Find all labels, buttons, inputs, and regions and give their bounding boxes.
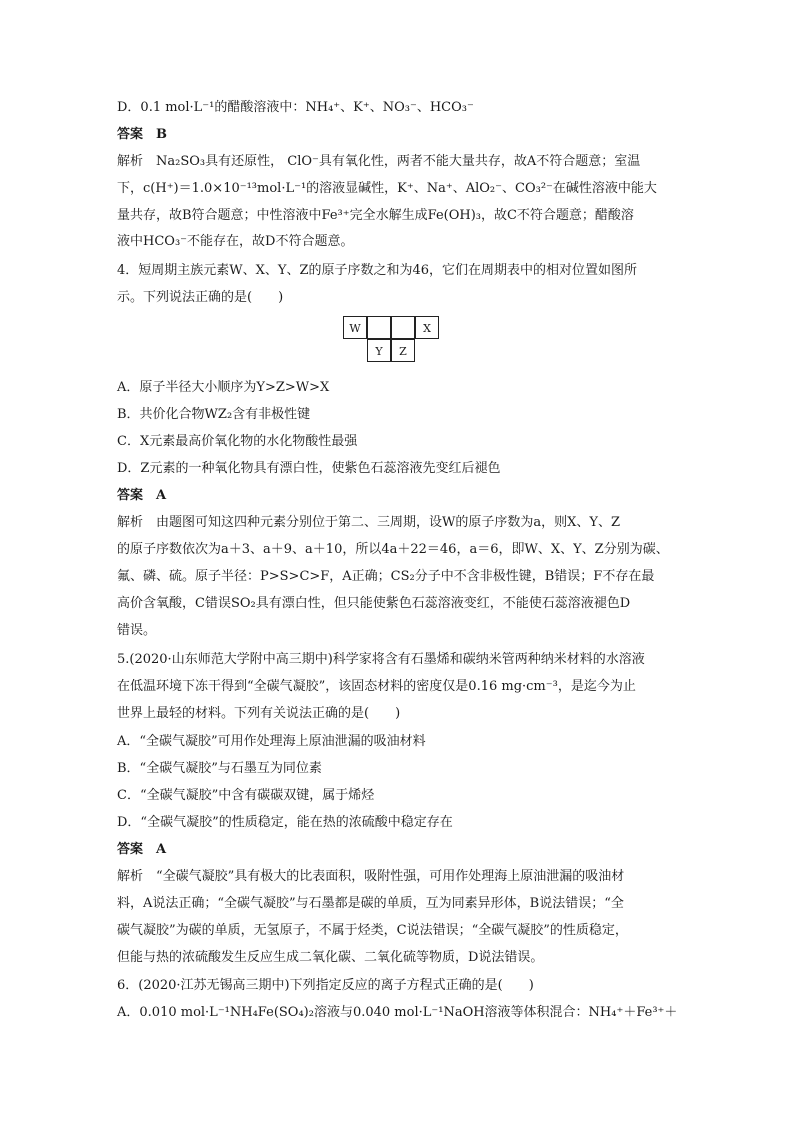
option-a-q4: A．原子半径大小顺序为Y>Z>W>X (117, 380, 330, 395)
option-d-q5: D．“全碳气凝胶”的性质稳定，能在热的浓硫酸中稳定存在 (117, 815, 453, 830)
grid-cell-w: W (343, 316, 367, 339)
option-b-q5: B．“全碳气凝胶”与石墨互为同位素 (117, 761, 322, 776)
analysis-q4-line5: 错误。 (117, 623, 157, 638)
analysis-q4-line2: 的原子序数依次为a＋3、a＋9、a＋10，所以4a＋22＝46，a＝6，即W、X、Y、Z分别为碳、 (117, 542, 669, 557)
analysis-q5-line4: 但能与热的浓硫酸发生反应生成二氧化碳、二氧化硫等物质，D说法错误。 (117, 950, 544, 965)
option-c-q4: C．X元素最高价氧化物的水化物酸性最强 (117, 434, 358, 449)
question-4-line2: 示。下列说法正确的是( ) (117, 290, 284, 305)
analysis-q4-line3: 氟、磷、硫。原子半径：P>S>C>F，A正确；CS₂分子中不含非极性键，B错误；F不存在最 (117, 569, 655, 584)
option-d-q3: D．0.1 mol·L⁻¹的醋酸溶液中：NH₄⁺、K⁺、NO₃⁻、HCO₃⁻ (117, 100, 474, 115)
analysis-q3-line4: 液中HCO₃⁻不能存在，故D不符合题意。 (117, 234, 354, 249)
option-a-q6: A．0.010 mol·L⁻¹NH₄Fe(SO₄)₂溶液与0.040 mol·L⁻¹NaOH溶液等体积混合：NH₄⁺＋Fe³⁺＋ (117, 1005, 678, 1020)
question-6-line1: 6．(2020·江苏无锡高三期中)下列指定反应的离子方程式正确的是( ) (117, 978, 534, 993)
question-4-line1: 4．短周期主族元素W、X、Y、Z的原子序数之和为46，它们在周期表中的相对位置如图所 (117, 263, 638, 278)
analysis-q3-line3: 量共存，故B符合题意；中性溶液中Fe³⁺完全水解生成Fe(OH)₃，故C不符合题意；醋酸溶 (117, 208, 634, 223)
analysis-q3-line2: 下，c(H⁺)＝1.0×10⁻¹³mol·L⁻¹的溶液显碱性，K⁺、Na⁺、AlO₂⁻、CO₃²⁻在碱性溶液中能大 (117, 181, 657, 196)
option-a-q5: A．“全碳气凝胶”可用作处理海上原油泄漏的吸油材料 (117, 734, 426, 749)
answer-q4: 答案 A (117, 488, 167, 503)
grid-cell-x: X (415, 316, 439, 339)
analysis-q3-line1: 解析 Na₂SO₃具有还原性， ClO⁻具有氧化性，两者不能大量共存，故A不符合题意；室温 (117, 154, 641, 169)
analysis-q4-line4: 高价含氧酸，C错误SO₂具有漂白性，但只能使紫色石蕊溶液变红，不能使石蕊溶液褪色D (117, 596, 631, 611)
analysis-q5-line1: 解析 “全碳气凝胶”具有极大的比表面积，吸附性强，可用作处理海上原油泄漏的吸油材 (117, 869, 625, 884)
question-5-line3: 世界上最轻的材料。下列有关说法正确的是( ) (117, 706, 401, 721)
answer-q5: 答案 A (117, 842, 167, 857)
option-d-q4: D．Z元素的一种氧化物具有漂白性，使紫色石蕊溶液先变红后褪色 (117, 461, 501, 476)
grid-cell-empty-2 (391, 316, 415, 339)
grid-cell-empty-1 (367, 316, 391, 339)
analysis-q4-line1: 解析 由题图可知这四种元素分别位于第二、三周期，设W的原子序数为a，则X、Y、Z (117, 515, 620, 530)
analysis-q5-line2: 料，A说法正确；“全碳气凝胶”与石墨都是碳的单质，互为同素异形体，B说法错误；“全 (117, 896, 624, 911)
grid-cell-y: Y (367, 339, 391, 362)
question-5-line1: 5.(2020·山东师范大学附中高三期中)科学家将含有石墨烯和碳纳米管两种纳米材料的水溶液 (117, 652, 645, 667)
option-c-q5: C．“全碳气凝胶”中含有碳碳双键，属于烯烃 (117, 788, 375, 803)
grid-cell-z: Z (391, 339, 415, 362)
question-5-line2: 在低温环境下冻干得到“全碳气凝胶”，该固态材料的密度仅是0.16 mg·cm⁻³，是迄今为止 (117, 679, 636, 694)
answer-q3: 答案 B (117, 127, 167, 142)
analysis-q5-line3: 碳气凝胶”为碳的单质，无氢原子，不属于烃类，C说法错误；“全碳气凝胶”的性质稳定， (117, 923, 628, 938)
option-b-q4: B．共价化合物WZ₂含有非极性键 (117, 407, 311, 422)
